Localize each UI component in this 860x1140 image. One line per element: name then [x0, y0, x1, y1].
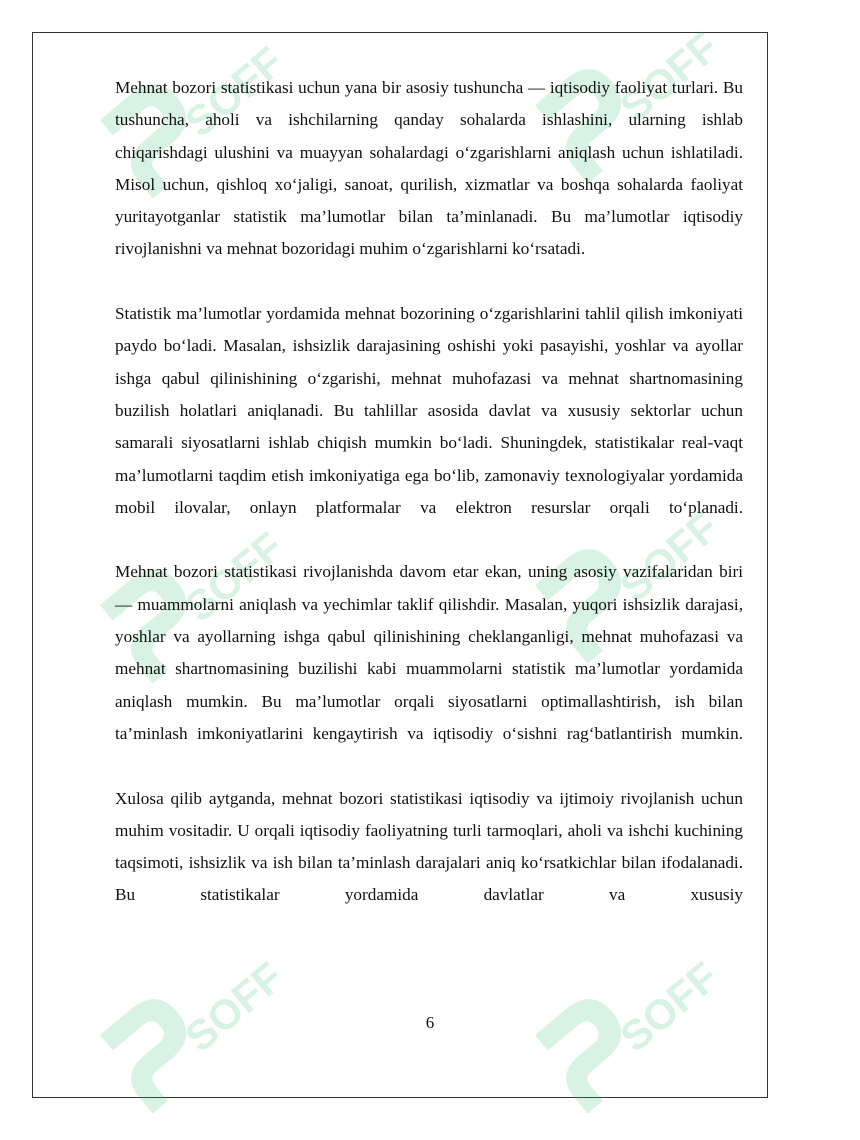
paragraph-3: Mehnat bozori statistikasi rivojlanishda davom etar ekan, uning asosiy vazifalaridan biri — muammolarni aniqlash va yechimlar taklif qilishdir. Masalan, yuqori ishsizlik darajasi, yoshlar va ayollarning ishga qabul qilinishining cheklanganligi, mehnat muhofazasi va mehnat shartnomasining buzilishi kabi muammolarni statistik ma’lumotlar yordamida aniqlash mumkin. Bu ma’lumotlar orqali siyosatlarni optimallashtirish, ish bilan ta’minlash imkoniyatlarini kengaytirish va iqtisodiy o‘sishni rag‘batlantirish mumkin. [115, 562, 743, 743]
soff-logo-watermark-icon [85, 950, 293, 1140]
svg-text:SOFF: SOFF [611, 22, 728, 131]
document-body [115, 72, 743, 912]
svg-text:SOFF: SOFF [176, 522, 293, 631]
paragraph-4: Xulosa qilib aytganda, mehnat bozori statistikasi iqtisodiy va ijtimoiy rivojlanish uchun muhim vositadir. U orqali iqtisodiy faoliyatning turli tarmoqlari, aholi va ishchi kuchining taqsimoti, ishsizlik va ish bilan ta’minlash darajalari aniq ko‘rsatkichlar bilan ifodalanadi. Bu statistikalar yordamida davlatlar va xususiy [115, 788, 743, 905]
svg-text:SOFF: SOFF [176, 37, 293, 146]
svg-text:SOFF: SOFF [611, 952, 728, 1061]
paragraph-2: Statistik ma’lumotlar yordamida mehnat bozorining o‘zgarishlarini tahlil qilish imkoniyati paydo bo‘ladi. Masalan, ishsizlik darajasining oshishi yoki pasayishi, yoshlar va ayollar ishga qabul qilinishining o‘zgarishi, mehnat muhofazasi va mehnat shartnomasining buzilish holatlari aniqlanadi. Bu tahlillar asosida davlat va xususiy sektorlar uchun samarali siyosatlarni ishlab chiqish mumkin bo‘ladi. Shuningdek, statistikalar real-vaqt ma’lumotlarni taqdim etish imkoniyatiga ega bo‘lib, zamonaviy texnologiyalar yordamida mobil ilovalar, onlayn platformalar va elektron resurslar orqali to‘planadi. [115, 304, 743, 517]
page-number: 6 [425, 1013, 435, 1032]
svg-text:SOFF: SOFF [176, 952, 293, 1061]
soff-logo-watermark-icon [520, 950, 728, 1140]
svg-text:SOFF: SOFF [611, 502, 728, 611]
paragraph-1: Mehnat bozori statistikasi uchun yana bir asosiy tushuncha — iqtisodiy faoliyat turlari. Bu tushuncha, aholi va ishchilarning qanday sohalarda ishlashini, ularning ishlab chiqarishdagi ulushini va muayyan sohalardagi o‘zgarishlarni aniqlash uchun ishlatiladi. Misol uchun, qishloq xo‘jaligi, sanoat, qurilish, xizmatlar va boshqa sohalarda faoliyat yuritayotganlar statistik ma’lumotlar bilan ta’minlanadi. Bu ma’lumotlar iqtisodiy rivojlanishni va mehnat bozoridagi muhim o‘zgarishlarni ko‘rsatadi. [115, 78, 743, 259]
